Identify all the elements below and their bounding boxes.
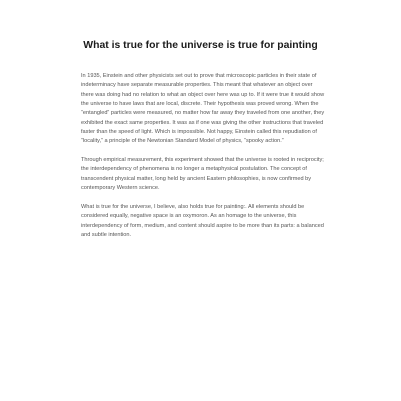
paragraph-painting: What is true for the universe, I believe, also holds true for painting:. All elements should be considered equally, negative space is an oxymoron. As an homage to the universe, this interdependency of form, medium, and content should aspire to be more than its parts: a balanced and subtle intention. (81, 203, 324, 238)
paragraph-measurement: Through empirical measurement, this experiment showed that the universe is rooted in reciprocity; the interdependency of phenomena is no longer a metaphysical postulation. The concept of transcendent physical matter, long held by ancient Eastern philosophies, is now confirmed by contemporary Western science. (81, 157, 324, 192)
document-title: What is true for the universe is true for painting (83, 40, 318, 51)
document-body (81, 72, 326, 250)
paragraph-einstein: In 1935, Einstein and other physicists set out to prove that microscopic particles in their state of indeterminacy have separate measurable properties. This meant that whatever an object over there was doing had no relation to what an object over here was up to. If it were true it would show the universe to have laws that are local, discrete. Their hypothesis was proved wrong. When the “entangled” particles were measured, no matter how far away they traveled from one another, they exhibited the exact same properties. It was as if one was giving the other instructions that traveled faster than the speed of light. Which is impossible. Not happy, Einstein called this repudiation of “locality,” a principle of the Newtonian Standard Model of physics, “spooky action.” (81, 73, 325, 145)
